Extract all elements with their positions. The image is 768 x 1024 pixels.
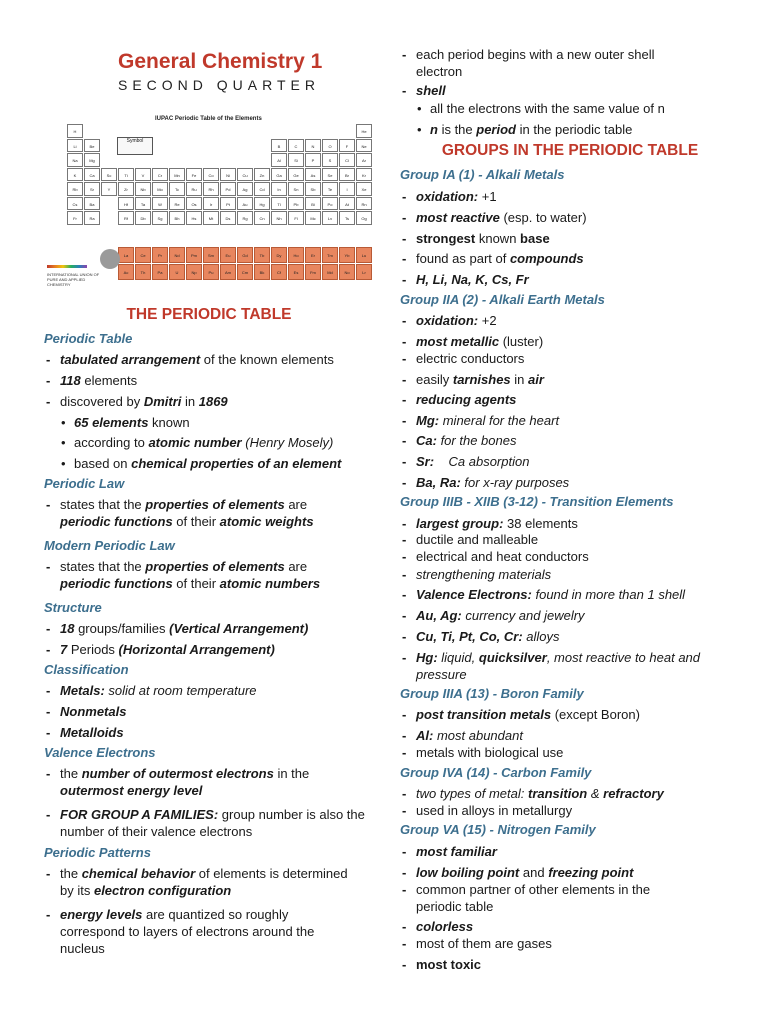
list-item: - most metallic (luster) [400,333,756,350]
heading-group-iiia: Group IIIA (13) - Boron Family [400,686,584,701]
element-cell: Te [322,182,338,196]
list-item: - found as part of compounds [400,250,756,267]
f-block-cell: Lr [356,264,372,280]
heading-structure: Structure [44,600,102,615]
element-cell: Ir [203,197,219,211]
f-block-cell: Np [186,264,202,280]
element-cell: Sc [101,168,117,182]
list-item: - reducing agents [400,391,756,408]
element-cell: O [322,139,338,153]
element-cell: Y [101,182,117,196]
f-block-cell: La [118,247,134,263]
f-block-cell: Sm [203,247,219,263]
element-cell: Ti [118,168,134,182]
element-cell: Cu [237,168,253,182]
element-cell: Ta [135,197,151,211]
element-cell: Hg [254,197,270,211]
list-item: - 7 Periods (Horizontal Arrangement) [44,641,390,658]
f-block-cell: Tm [322,247,338,263]
f-block-cell: Th [135,264,151,280]
element-cell: Rh [203,182,219,196]
element-cell: Pb [288,197,304,211]
f-block-cell: Er [305,247,321,263]
list-item: - most familiar [400,843,756,860]
element-cell: Cl [339,153,355,167]
element-cell: Lv [322,211,338,225]
element-cell: Rb [67,182,83,196]
list-item: - Ca: for the bones [400,432,756,449]
element-cell: W [152,197,168,211]
list-item: - states that the properties of elements are periodic functions of their atomic weights [44,496,390,530]
list-item: - each period begins with a new outer shell electron [400,46,756,80]
element-cell: He [356,124,372,138]
element-cell: Ts [339,211,355,225]
element-cell: Xe [356,182,372,196]
list-item: - Metalloids [44,724,390,741]
f-block-cell: Cm [237,264,253,280]
list-item: - colorless [400,918,756,935]
f-block-cell: Tb [254,247,270,263]
list-item: - oxidation: +1 [400,188,756,205]
list-item: - post transition metals (except Boron) [400,706,756,723]
list-item: - ductile and malleable [400,531,756,548]
heading-group-iva: Group IVA (14) - Carbon Family [400,765,592,780]
element-cell: Fe [186,168,202,182]
element-cell: Al [271,153,287,167]
list-item: - strengthening materials [400,566,756,583]
element-cell: Br [339,168,355,182]
element-cell: V [135,168,151,182]
iupac-logo-icon [100,249,120,269]
element-cell: Zr [118,182,134,196]
heading-group-iia: Group IIA (2) - Alkali Earth Metals [400,292,605,307]
element-cell: Ne [356,139,372,153]
element-cell: K [67,168,83,182]
element-cell: In [271,182,287,196]
element-cell: Kr [356,168,372,182]
element-cell: Ra [84,211,100,225]
heading-modern-periodic-law: Modern Periodic Law [44,538,175,553]
list-item: - low boiling point and freezing point [400,864,756,881]
element-cell: Os [186,197,202,211]
list-item: - largest group: 38 elements [400,515,756,532]
periodic-table-image [45,112,371,287]
element-cell: Be [84,139,100,153]
periodic-table-image-title: IUPAC Periodic Table of the Elements [155,116,262,122]
element-cell: Cn [254,211,270,225]
page-subtitle: SECOND QUARTER [118,77,320,93]
list-item: - Metals: solid at room temperature [44,682,390,699]
list-item: - discovered by Dmitri in 1869 [44,393,390,410]
element-cell: Pt [220,197,236,211]
f-block-cell: Ac [118,264,134,280]
element-cell: Rf [118,211,134,225]
element-cell: Ds [220,211,236,225]
list-item: - metals with biological use [400,744,756,761]
element-cell: C [288,139,304,153]
f-block-cell: Lu [356,247,372,263]
element-cell: At [339,197,355,211]
f-block-cell: Cf [271,264,287,280]
element-cell: As [305,168,321,182]
element-cell: Mo [152,182,168,196]
list-item: - two types of metal: transition & refractory [400,785,756,802]
list-item: - Cu, Ti, Pt, Co, Cr: alloys [400,628,756,645]
list-item: - oxidation: +2 [400,312,756,329]
element-cell: Zn [254,168,270,182]
element-cell: Ge [288,168,304,182]
element-cell: Rn [356,197,372,211]
element-cell: Si [288,153,304,167]
list-item: - FOR GROUP A FAMILIES: group number is also the number of their valence electrons [44,806,390,840]
element-cell: Mt [203,211,219,225]
element-cell: Fl [288,211,304,225]
heading-group-va: Group VA (15) - Nitrogen Family [400,822,596,837]
list-item: - Au, Ag: currency and jewelry [400,607,756,624]
element-cell: B [271,139,287,153]
heading-periodic-table: Periodic Table [44,331,133,346]
element-cell: Mn [169,168,185,182]
list-item: • according to atomic number (Henry Mosely) [44,434,404,451]
element-cell: Nb [135,182,151,196]
list-item: - 18 groups/families (Vertical Arrangement) [44,620,390,637]
element-cell: N [305,139,321,153]
list-item: - H, Li, Na, K, Cs, Fr [400,271,756,288]
heading-group-ia: Group IA (1) - Alkali Metals [400,167,565,182]
f-block-cell: Yb [339,247,355,263]
element-cell: Ar [356,153,372,167]
element-cell: Mc [305,211,321,225]
element-cell: Sb [305,182,321,196]
element-cell: Sr [84,182,100,196]
heading-classification: Classification [44,662,129,677]
element-cell: H [67,124,83,138]
element-cell: Nh [271,211,287,225]
list-item: - shell [400,82,756,99]
f-block-cell: Pa [152,264,168,280]
list-item: - electric conductors [400,350,756,367]
list-item: - the number of outermost electrons in the outermost energy level [44,765,390,799]
f-block-cell: Dy [271,247,287,263]
f-block-cell: Pu [203,264,219,280]
list-item: • based on chemical properties of an element [44,455,404,472]
list-item: - Ba, Ra: for x-ray purposes [400,474,756,491]
element-cell: Tc [169,182,185,196]
element-cell: P [305,153,321,167]
element-cell: Cd [254,182,270,196]
list-item: • n is the period in the periodic table [400,121,768,138]
list-item: - energy levels are quantized so roughly correspond to layers of electrons around the nucleus [44,906,390,957]
element-cell: Cr [152,168,168,182]
heading-periodic-patterns: Periodic Patterns [44,845,151,860]
list-item: - tabulated arrangement of the known elements [44,351,390,368]
list-item: - used in alloys in metallurgy [400,802,756,819]
element-cell: Au [237,197,253,211]
f-block-cell: No [339,264,355,280]
list-item: - electrical and heat conductors [400,548,756,565]
element-cell: I [339,182,355,196]
f-block-cell: Eu [220,247,236,263]
element-cell: Db [135,211,151,225]
element-cell: Po [322,197,338,211]
element-cell: Ga [271,168,287,182]
list-item: - Nonmetals [44,703,390,720]
element-cell: Re [169,197,185,211]
f-block-cell: Es [288,264,304,280]
f-block-cell: Ho [288,247,304,263]
iupac-org-label: INTERNATIONAL UNION OF PURE AND APPLIED CHEMISTRY [47,272,100,287]
list-item: - the chemical behavior of elements is determined by its electron configuration [44,865,390,899]
element-cell: Hf [118,197,134,211]
list-item: - most reactive (esp. to water) [400,209,756,226]
element-cell: Ru [186,182,202,196]
element-cell: Mg [84,153,100,167]
element-cell: Pd [220,182,236,196]
section-title-groups: GROUPS IN THE PERIODIC TABLE [441,142,699,159]
element-cell: Li [67,139,83,153]
f-block-cell: U [169,264,185,280]
element-cell: Og [356,211,372,225]
element-cell: Cs [67,197,83,211]
heading-group-iiib-xiib: Group IIIB - XIIB (3-12) - Transition Elements [400,494,674,509]
list-item: - common partner of other elements in the periodic table [400,881,756,915]
f-block-cell: Gd [237,247,253,263]
element-cell: Rg [237,211,253,225]
list-item: - Hg: liquid, quicksilver, most reactive to heat and pressure [400,649,756,683]
element-cell: Ca [84,168,100,182]
element-cell: Fr [67,211,83,225]
periodic-table-key: Symbol [117,137,153,155]
list-item: - Al: most abundant [400,727,756,744]
page-title: General Chemistry 1 [118,50,323,73]
section-title-periodic-table: THE PERIODIC TABLE [126,306,292,323]
list-item: - most of them are gases [400,935,756,952]
heading-valence-electrons: Valence Electrons [44,745,156,760]
list-item: - Valence Electrons: found in more than 1 shell [400,586,756,603]
f-block-cell: Md [322,264,338,280]
f-block-cell: Pr [152,247,168,263]
list-item: - most toxic [400,956,756,973]
f-block-cell: Ce [135,247,151,263]
list-item: - easily tarnishes in air [400,371,756,388]
element-cell: Ni [220,168,236,182]
list-item: - states that the properties of elements are periodic functions of their atomic numbers [44,558,390,592]
list-item: - strongest known base [400,230,756,247]
element-cell: Tl [271,197,287,211]
list-item: - Sr: Ca absorption [400,453,756,470]
list-item: • all the electrons with the same value of n [400,100,768,117]
element-cell: Sg [152,211,168,225]
element-cell: Na [67,153,83,167]
list-item: • 65 elements known [44,414,404,431]
f-block-cell: Fm [305,264,321,280]
element-cell: Se [322,168,338,182]
element-cell: Bi [305,197,321,211]
element-cell: Co [203,168,219,182]
element-cell: F [339,139,355,153]
f-block-cell: Pm [186,247,202,263]
f-block-cell: Bk [254,264,270,280]
element-cell: Ag [237,182,253,196]
element-cell: Sn [288,182,304,196]
heading-periodic-law: Periodic Law [44,476,125,491]
list-item: - 118 elements [44,372,390,389]
f-block-cell: Am [220,264,236,280]
element-cell: Bh [169,211,185,225]
list-item: - Mg: mineral for the heart [400,412,756,429]
element-cell: S [322,153,338,167]
element-cell: Ba [84,197,100,211]
element-cell: Hs [186,211,202,225]
iupac-color-bar [47,265,87,268]
f-block-cell: Nd [169,247,185,263]
